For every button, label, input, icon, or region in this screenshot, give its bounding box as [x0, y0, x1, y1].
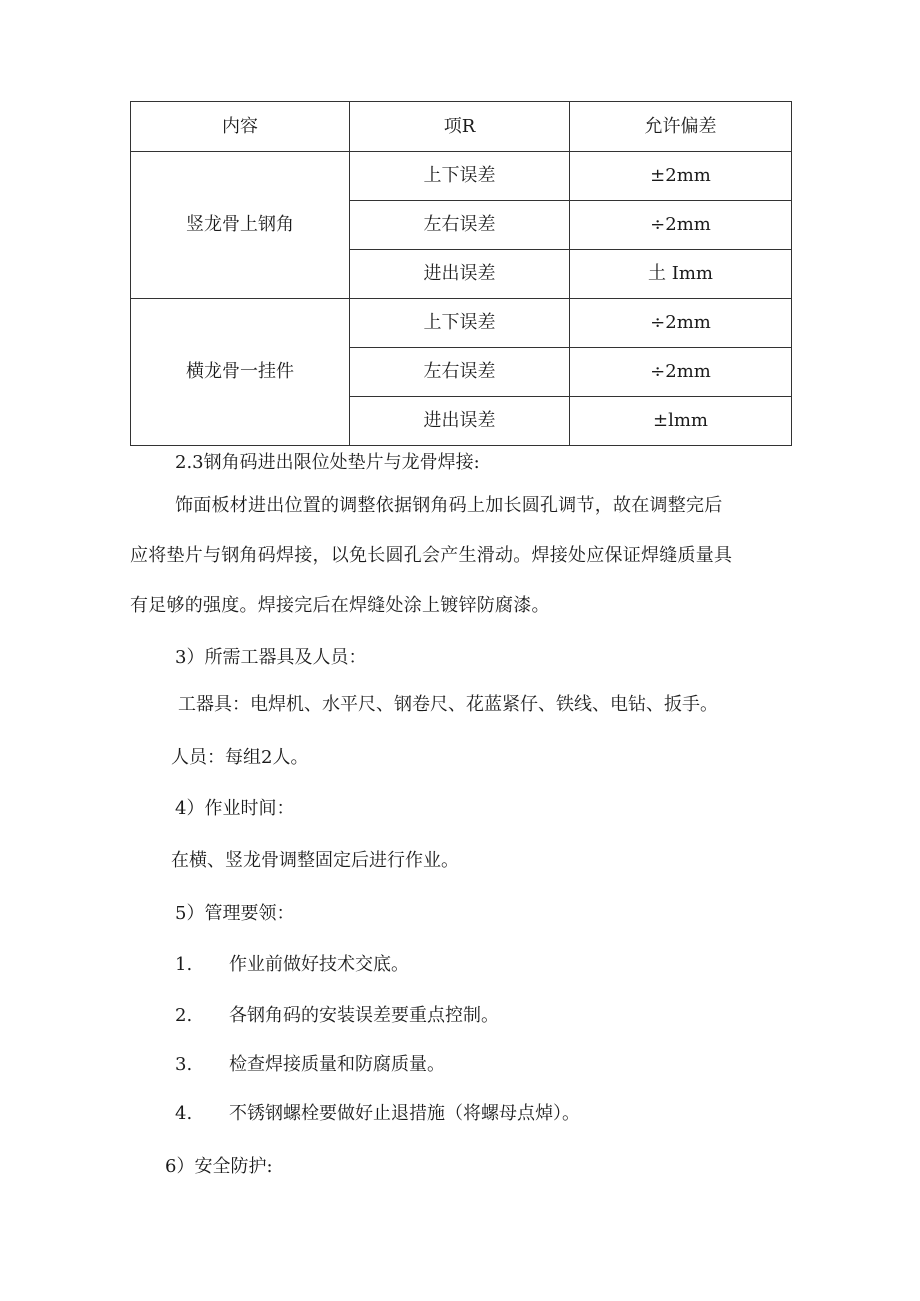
list-item-number: 3.	[175, 1054, 193, 1075]
section-6-title: 6）安全防护:	[165, 1156, 273, 1177]
tolerance-cell: ÷2mm	[570, 201, 792, 250]
list-item-text: 各钢角码的安装误差要重点控制。	[229, 1005, 499, 1026]
header-item: 项R	[350, 102, 570, 152]
table-row	[131, 152, 792, 201]
item-cell: 左右误差	[350, 348, 570, 397]
staff-line: 人员：每组2人。	[171, 747, 309, 768]
tolerance-table	[130, 101, 792, 446]
tolerance-cell: ÷2mm	[570, 348, 792, 397]
item-cell: 进出误差	[350, 397, 570, 446]
paragraph-line: 饰面板材进出位置的调整依据钢角码上加长圆孔调节，故在调整完后	[175, 495, 723, 516]
tolerance-cell: 土 Imm	[570, 250, 792, 299]
paragraph-line: 有足够的强度。焊接完后在焊缝处涂上镀锌防腐漆。	[130, 595, 550, 616]
tolerance-cell: ÷2mm	[570, 299, 792, 348]
header-tolerance: 允许偏差	[570, 102, 792, 152]
item-cell: 左右误差	[350, 201, 570, 250]
group-content-cell: 横龙骨一挂件	[131, 299, 350, 446]
table-header-row	[131, 102, 792, 152]
section-4-title: 4）作业时间：	[175, 798, 295, 819]
list-item-number: 1.	[175, 954, 193, 975]
header-content: 内容	[131, 102, 350, 152]
section-4-text: 在横、竖龙骨调整固定后进行作业。	[171, 850, 459, 871]
section-2-3-title: 2.3钢角码进出限位处垫片与龙骨焊接:	[175, 452, 480, 473]
list-item-text: 不锈钢螺栓要做好止退措施（将螺母点焯）。	[229, 1103, 580, 1124]
item-cell: 进出误差	[350, 250, 570, 299]
section-5-title: 5）管理要领：	[175, 903, 295, 924]
item-cell: 上下误差	[350, 299, 570, 348]
list-item-text: 作业前做好技术交底。	[229, 954, 409, 975]
section-3-title: 3）所需工器具及人员：	[175, 647, 367, 668]
list-item-number: 2.	[175, 1005, 193, 1026]
paragraph-line: 应将垫片与钢角码焊接，以免长圆孔会产生滑动。焊接处应保证焊缝质量具	[130, 545, 733, 566]
list-item-number: 4.	[175, 1103, 193, 1124]
tolerance-cell: ±2mm	[570, 152, 792, 201]
group-content-cell: 竖龙骨上钢角	[131, 152, 350, 299]
tolerance-cell: ±lmm	[570, 397, 792, 446]
item-cell: 上下误差	[350, 152, 570, 201]
list-item-text: 检查焊接质量和防腐质量。	[229, 1054, 445, 1075]
table-row	[131, 299, 792, 348]
tools-line: 工器具：电焊机、水平尺、钢卷尺、花蓝紧仔、铁线、电钻、扳手。	[178, 694, 718, 715]
